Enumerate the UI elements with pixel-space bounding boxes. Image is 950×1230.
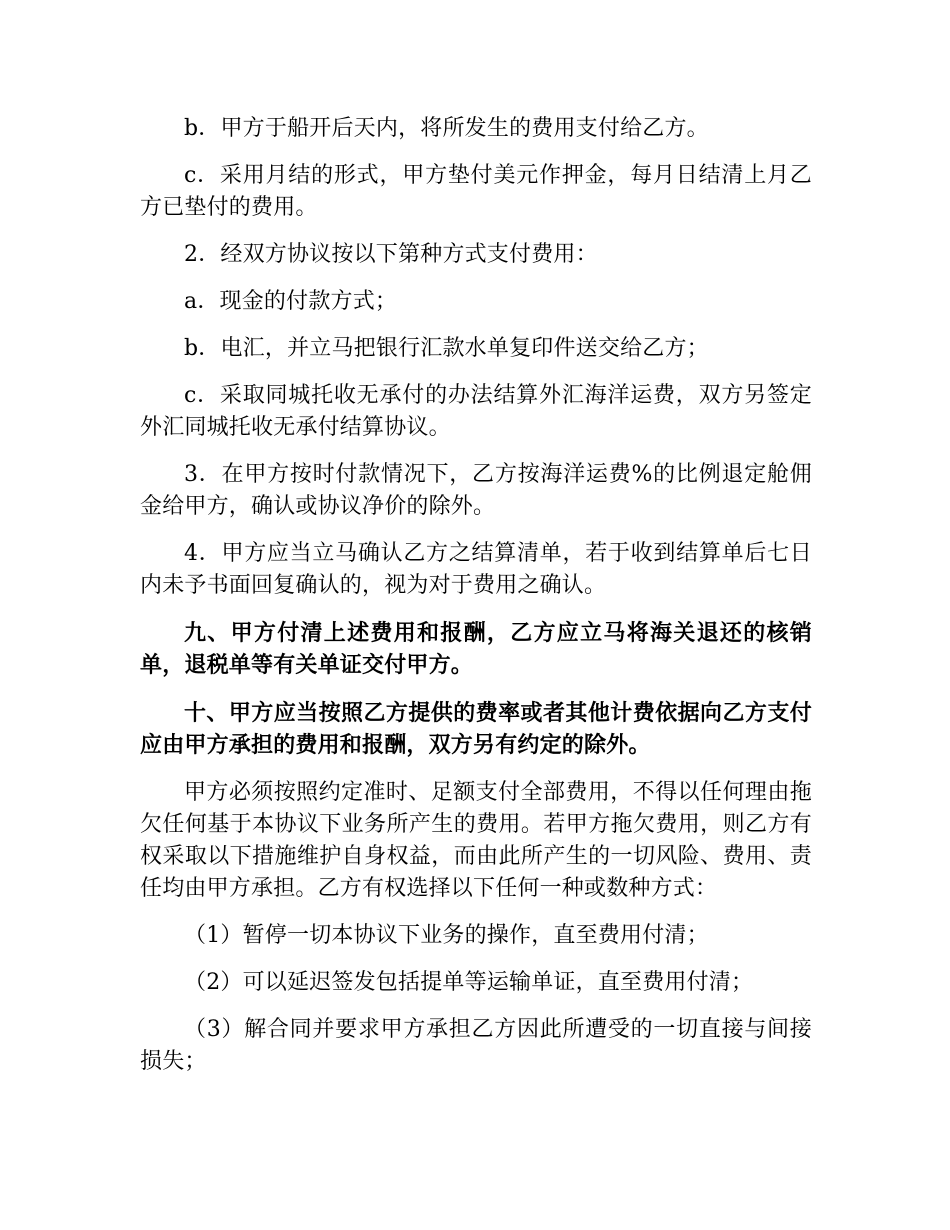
paragraph-item-c-collection: c．采取同城托收无承付的办法结算外汇海洋运费，双方另签定外汇同城托收无承付结算协议。 bbox=[140, 383, 812, 440]
paragraph-measure-2: （2）可以延迟签发包括提单等运输单证，直至费用付清； bbox=[184, 970, 754, 995]
paragraph-measure-3: （3）解合同并要求甲方承担乙方因此所遭受的一切直接与间接损失； bbox=[140, 1017, 812, 1074]
paragraph-item-4-confirm: 4．甲方应当立马确认乙方之结算清单，若于收到结算单后七日内未予书面回复确认的，视为对于费用之确认。 bbox=[140, 541, 812, 598]
document-body bbox=[140, 113, 812, 1093]
paragraph-item-b-wire: b．电汇，并立马把银行汇款水单复印件送交给乙方； bbox=[184, 336, 709, 361]
paragraph-item-c-monthly-settlement: c．采用月结的形式，甲方垫付美元作押金，每月日结清上月乙方已垫付的费用。 bbox=[140, 163, 812, 220]
paragraph-item-2-payment-method: 2．经双方协议按以下第种方式支付费用： bbox=[184, 242, 598, 267]
paragraph-item-b-payment-days: b．甲方于船开后天内，将所发生的费用支付给乙方。 bbox=[184, 116, 709, 141]
paragraph-section-10-body: 甲方必须按照约定准时、足额支付全部费用，不得以任何理由拖欠任何基于本协议下业务所产生的费用。若甲方拖欠费用，则乙方有权采取以下措施维护自身权益，而由此所产生的一切风险、费用、责任均由甲方承担。乙方有权选择以下任何一种或数种方式： bbox=[140, 780, 812, 901]
paragraph-item-3-commission: 3．在甲方按时付款情况下，乙方按海洋运费%的比例退定舱佣金给甲方，确认或协议净价的除外。 bbox=[140, 462, 812, 519]
section-heading-10: 十、甲方应当按照乙方提供的费率或者其他计费依据向乙方支付应由甲方承担的费用和报酬，双方另有约定的除外。 bbox=[140, 700, 812, 758]
paragraph-item-a-cash: a．现金的付款方式； bbox=[184, 289, 398, 314]
paragraph-measure-1: （1）暂停一切本协议下业务的操作，直至费用付清； bbox=[184, 923, 709, 948]
section-heading-9: 九、甲方付清上述费用和报酬，乙方应立马将海关退还的核销单，退税单等有关单证交付甲方。 bbox=[140, 620, 812, 678]
